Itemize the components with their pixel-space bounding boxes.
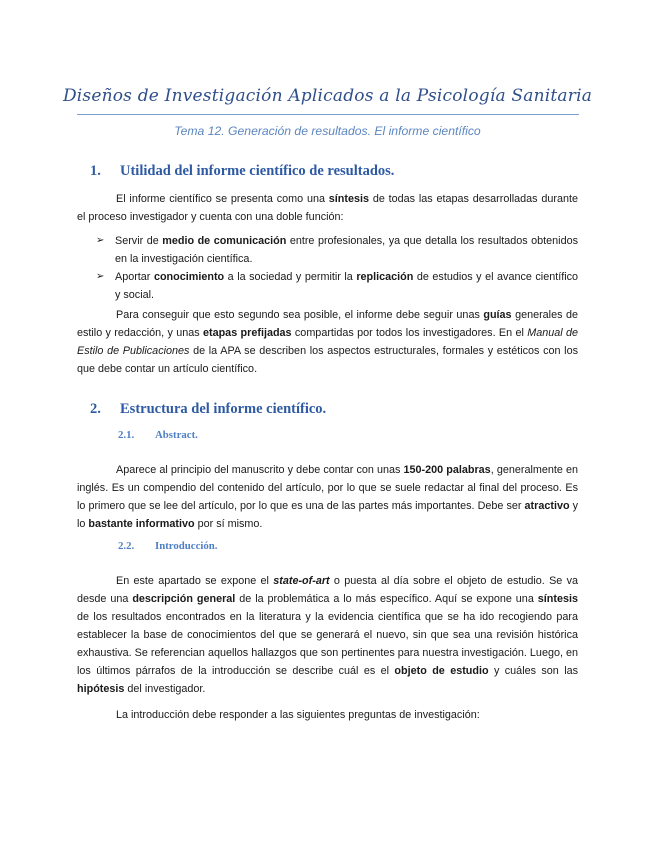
abstract-paragraph: Aparece al principio del manuscrito y debe contar con unas 150-200 palabras, generalmente en inglés. Es un compendio del contenido del artículo, por lo que se suele redactar al final del proceso. Es lo primero que se lee del artículo, por lo que es una de las partes más importantes. Debe ser atractivo y lo bastante informativo por sí mismo. [77, 464, 578, 530]
subsection-2-2-heading: 2.2. Introducción. [118, 540, 218, 552]
arrow-bullet-icon: ➢ [96, 271, 105, 282]
function-list [96, 232, 578, 304]
introduction-paragraph-1: En este apartado se expone el state-of-art o puesta al día sobre el objeto de estudio. Se va desde una descripción general de la problemática a lo más específico. Aquí se expone una síntesis de los resultados encontrados en la literatura y la evidencia científica que se ha ido recogiendo para establecer la base de conocimientos del que se generará el nuevo, sin que sea una revisión histórica exhaustiva. Se referencian aquellos hallazgos que son pertinentes para nuestra investigación. Luego, en los últimos párrafos de la introducción se describe cuál es el objeto de estudio y cuáles son las hipótesis del investigador. [77, 575, 578, 695]
section-1-title: Utilidad del informe científico de resultados. [120, 163, 395, 179]
section-1-paragraph-2: Para conseguir que esto segundo sea posible, el informe debe seguir unas guías generales de estilo y redacción, y unas etapas prefijadas compartidas por todos los investigadores. En el Manual de Estilo de Publicaciones de la APA se describen los aspectos estructurales, formales y estéticos con los que debe contar un artículo científico. [77, 309, 579, 375]
section-2-heading [90, 401, 326, 418]
section-2-title: Estructura del informe científico. [120, 401, 327, 417]
introduction-paragraph-2: La introducción debe responder a las siguientes preguntas de investigación: [116, 709, 480, 721]
arrow-bullet-icon: ➢ [96, 235, 105, 246]
list-item: ➢ Servir de medio de comunicación entre profesionales, ya que detalla los resultados obtenidos en la investigación científica. [96, 232, 578, 268]
title-divider [77, 114, 579, 115]
page-subtitle: Tema 12. Generación de resultados. El informe científico [174, 124, 481, 138]
section-1-paragraph-1: El informe científico se presenta como una síntesis de todas las etapas desarrolladas durante el proceso investigador y cuenta con una doble función: [77, 193, 579, 223]
section-2-number: 2. [90, 401, 101, 417]
list-item: ➢ Aportar conocimiento a la sociedad y permitir la replicación de estudios y el avance científico y social. [96, 268, 578, 304]
section-1-number: 1. [90, 163, 101, 179]
section-1-heading [90, 163, 394, 180]
subsection-2-1-heading: 2.1. Abstract. [118, 429, 198, 441]
page-title: Diseños de Investigación Aplicados a la Psicología Sanitaria [62, 86, 593, 106]
